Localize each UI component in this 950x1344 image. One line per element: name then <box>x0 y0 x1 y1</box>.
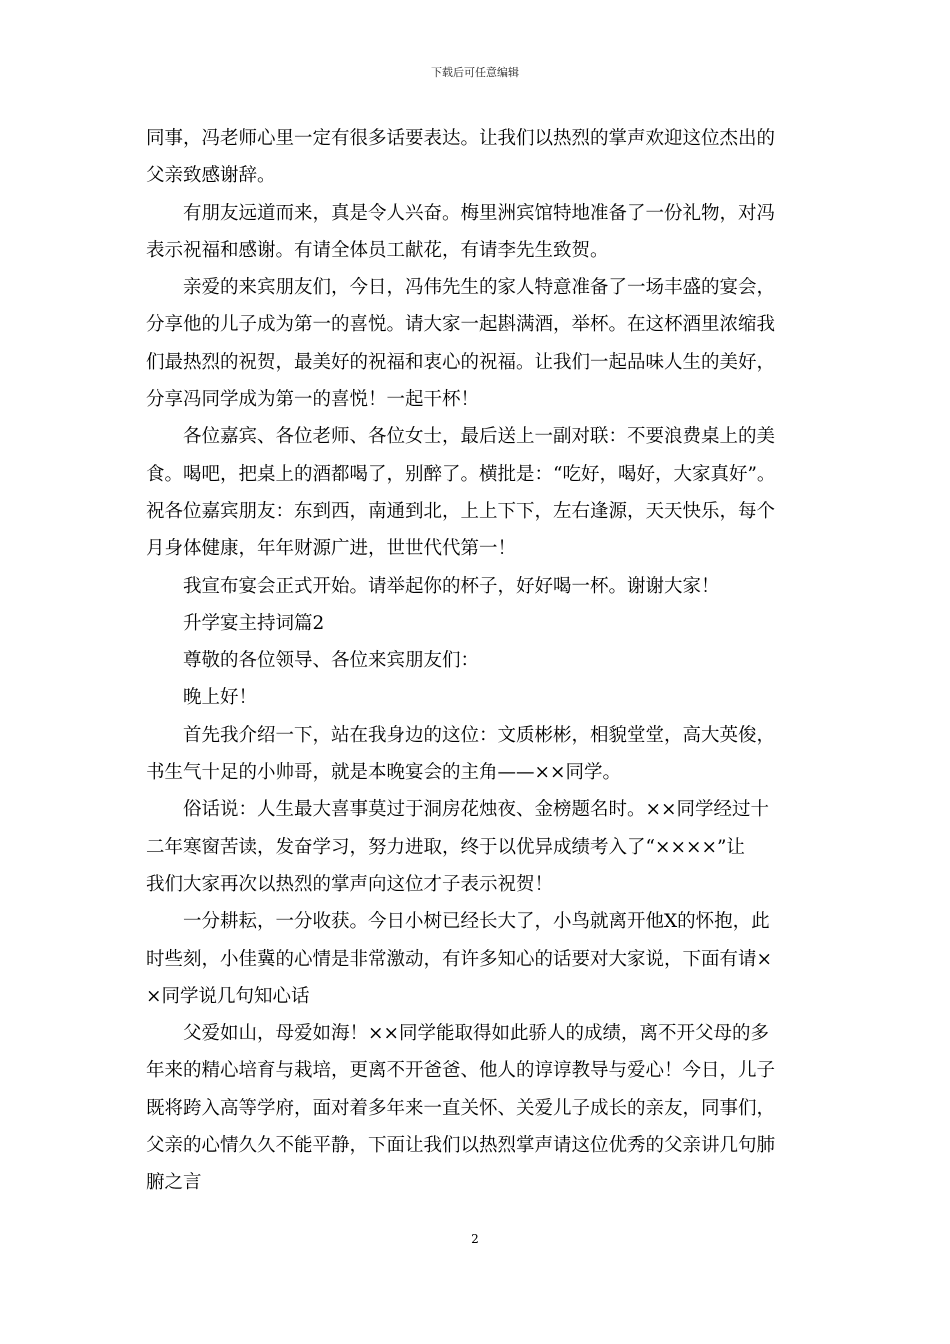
text-line: 父亲致感谢辞。 <box>146 165 276 187</box>
text-line: 腑之言 <box>146 1172 202 1194</box>
text-line: 既将跨入高等学府，面对着多年来一直关怀、关爱儿子成长的亲友，同事们， <box>146 1097 776 1119</box>
text-line: 我宣布宴会正式开始。请举起你的杯子，好好喝一杯。谢谢大家！ <box>183 575 720 597</box>
text-line: 有朋友远道而来，真是令人兴奋。梅里洲宾馆特地准备了一份礼物，对冯 <box>183 202 776 224</box>
text-line: 分享冯同学成为第一的喜悦！一起干杯！ <box>146 389 480 411</box>
text-line: 升学宴主持词篇2 <box>183 612 325 634</box>
text-line: 祝各位嘉宾朋友：东到西，南通到北，上上下下，左右逢源，天天快乐，每个 <box>146 500 776 522</box>
text-line: 首先我介绍一下，站在我身边的这位：文质彬彬，相貌堂堂，高大英俊， <box>183 724 776 746</box>
page-header: 下载后可任意编辑 <box>431 66 519 79</box>
text-line: 父亲的心情久久不能平静，下面让我们以热烈掌声请这位优秀的父亲讲几句肺 <box>146 1135 776 1157</box>
document-body <box>146 120 808 1202</box>
text-line: 分享他的儿子成为第一的喜悦。请大家一起斟满酒，举杯。在这杯酒里浓缩我 <box>146 314 776 336</box>
text-line: 我们大家再次以热烈的掌声向这位才子表示祝贺！ <box>146 873 554 895</box>
text-line: 月身体健康，年年财源广进，世世代代第一！ <box>146 538 517 560</box>
text-line: 时些刻，小佳冀的心情是非常激动，有许多知心的话要对大家说，下面有请× <box>146 948 773 970</box>
text-line: ×同学说几句知心话 <box>146 985 310 1007</box>
text-line: 年来的精心培育与栽培，更离不开爸爸、他人的谆谆教导与爱心！今日，儿子 <box>146 1060 776 1082</box>
text-line: 一分耕耘，一分收获。今日小树已经长大了，小鸟就离开他X的怀抱，此 <box>183 911 770 933</box>
text-line: 表示祝福和感谢。有请全体员工献花，有请李先生致贺。 <box>146 239 609 261</box>
text-line: 晚上好！ <box>183 687 258 709</box>
text-line: 尊敬的各位领导、各位来宾朋友们： <box>183 650 480 672</box>
text-line: 父爱如山，母爱如海！××同学能取得如此骄人的成绩，离不开父母的多 <box>183 1023 770 1045</box>
text-line: 亲爱的来宾朋友们，今日，冯伟先生的家人特意准备了一场丰盛的宴会， <box>183 277 776 299</box>
text-line: 食。喝吧，把桌上的酒都喝了，别醉了。横批是：“吃好，喝好，大家真好”。 <box>146 463 776 485</box>
text-line: 们最热烈的祝贺，最美好的祝福和衷心的祝福。让我们一起品味人生的美好， <box>146 351 776 373</box>
text-line: 同事，冯老师心里一定有很多话要表达。让我们以热烈的掌声欢迎这位杰出的 <box>146 128 776 149</box>
text-line: 各位嘉宾、各位老师、各位女士，最后送上一副对联：不要浪费桌上的美 <box>183 426 776 448</box>
text-line: 二年寒窗苦读，发奋学习，努力进取，终于以优异成绩考入了“××××”让 <box>146 836 745 858</box>
page-number: 2 <box>471 1232 479 1246</box>
text-line: 俗话说：人生最大喜事莫过于洞房花烛夜、金榜题名时。××同学经过十 <box>183 799 770 821</box>
text-line: 书生气十足的小帅哥，就是本晚宴会的主角——××同学。 <box>146 762 622 784</box>
